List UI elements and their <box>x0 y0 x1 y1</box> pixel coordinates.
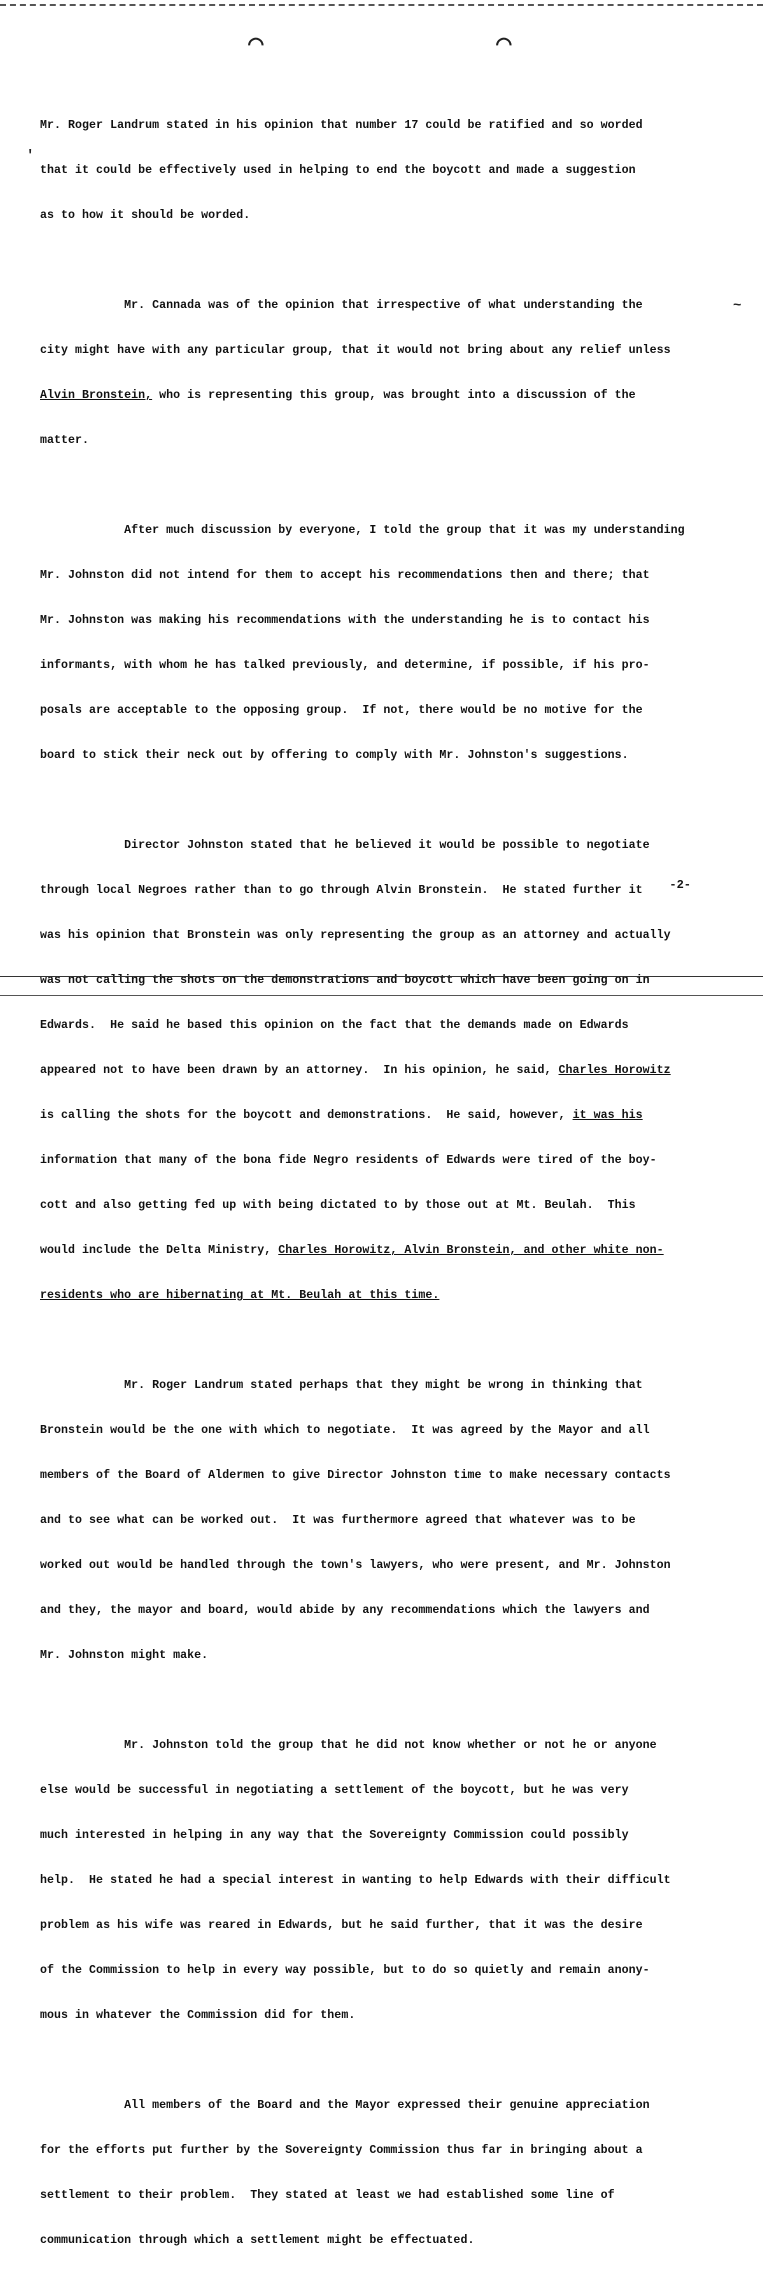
paragraph-6: Mr. Johnston told the group that he did not know whether or not he or anyone else would be successful in negotiating a settlement of the boycott, but he was very much interested in helping in any way that the Sovereignty Commission could possibly help. He stated he had a special interest in wanting to help Edwards with their difficult problem as his wife was reared in Edwards, but he said further, that it was the desire of the Commission to help in every way possible, but to do so quietly and remain anony- mous in whatever the Commission did for them. <box>40 1739 671 2022</box>
punch-mark-right: ⌒ <box>496 29 512 59</box>
paragraph-5: Mr. Roger Landrum stated perhaps that they might be wrong in thinking that Bronstein would be the one with which to negotiate. It was agreed by the Mayor and all members of the Board of Aldermen to give Director Johnston time to make necessary contacts and to see what can be worked out. It was furthermore agreed that whatever was to be worked out would be handled through the town's lawyers, who were present, and Mr. Johnston and they, the mayor and board, would abide by any recommendations which the lawyers and Mr. Johnston might make. <box>40 1379 671 1662</box>
underlined-phrase: it was his <box>572 1109 643 1122</box>
top-dashed-line <box>0 4 763 8</box>
bottom-rule <box>0 995 763 996</box>
paragraph-4: Director Johnston stated that he believed it would be possible to negotiate through local Negroes rather than to go through Alvin Bronstein. He stated further it was his opinion that Bronstein was only representing the group as an attorney and actually was not calling the shots on the demonstrations and boycott which have been going on in Edwards. He said he based this opinion on the fact that the demands made on Edwards appeared not to have been drawn by an attorney. In his opinion, he said, Charles Horowitz is calling the shots for the boycott and demonstrations. He said, however, it was his information that many of the bona fide Negro residents of Edwards were tired of the boy- cott and also getting fed up with being dictated to by those out at Mt. Beulah. This would include the Delta Ministry, Charles Horowitz, Alvin Bronstein, and other white non- residents who are hibernating at Mt. Beulah at this time. <box>40 839 671 1302</box>
margin-mark: ' <box>26 148 35 164</box>
paragraph-2: Mr. Cannada was of the opinion that irrespective of what understanding the city might have with any particular group, that it would not bring about any relief unless Alvin Bronstein, who is representing this group, was brought into a discussion of the matter. <box>40 299 671 447</box>
margin-mark: ~ <box>733 298 742 314</box>
underlined-name: Charles Horowitz <box>558 1064 671 1077</box>
document-body <box>40 88 730 2293</box>
underlined-names: Charles Horowitz, Alvin Bronstein, and other white non- <box>278 1244 664 1257</box>
paragraph-3: After much discussion by everyone, I told the group that it was my understanding Mr. Johnston did not intend for them to accept his recommendations then and there; that Mr. Johnston was making his recommendations with the understanding he is to contact his informants, with whom he has talked previously, and determine, if possible, if his pro- posals are acceptable to the opposing group. If not, there would be no motive for the board to stick their neck out by offering to comply with Mr. Johnston's suggestions. <box>40 524 685 762</box>
underlined-name: Alvin Bronstein, <box>40 389 153 402</box>
bottom-rule <box>0 976 763 977</box>
paragraph-1: Mr. Roger Landrum stated in his opinion that number 17 could be ratified and so worded that it could be effectively used in helping to end the boycott and made a suggestion as to how it should be worded. <box>40 119 643 222</box>
underlined-phrase: residents who are hibernating at Mt. Beulah at this time. <box>40 1289 440 1302</box>
punch-mark-left: ⌒ <box>248 29 264 59</box>
page-number: -2- <box>669 878 691 892</box>
paragraph-7: All members of the Board and the Mayor expressed their genuine appreciation for the efforts put further by the Sovereignty Commission thus far in bringing about a settlement to their problem. They stated at least we had established some line of communication through which a settlement might be effectuated. <box>40 2099 650 2247</box>
